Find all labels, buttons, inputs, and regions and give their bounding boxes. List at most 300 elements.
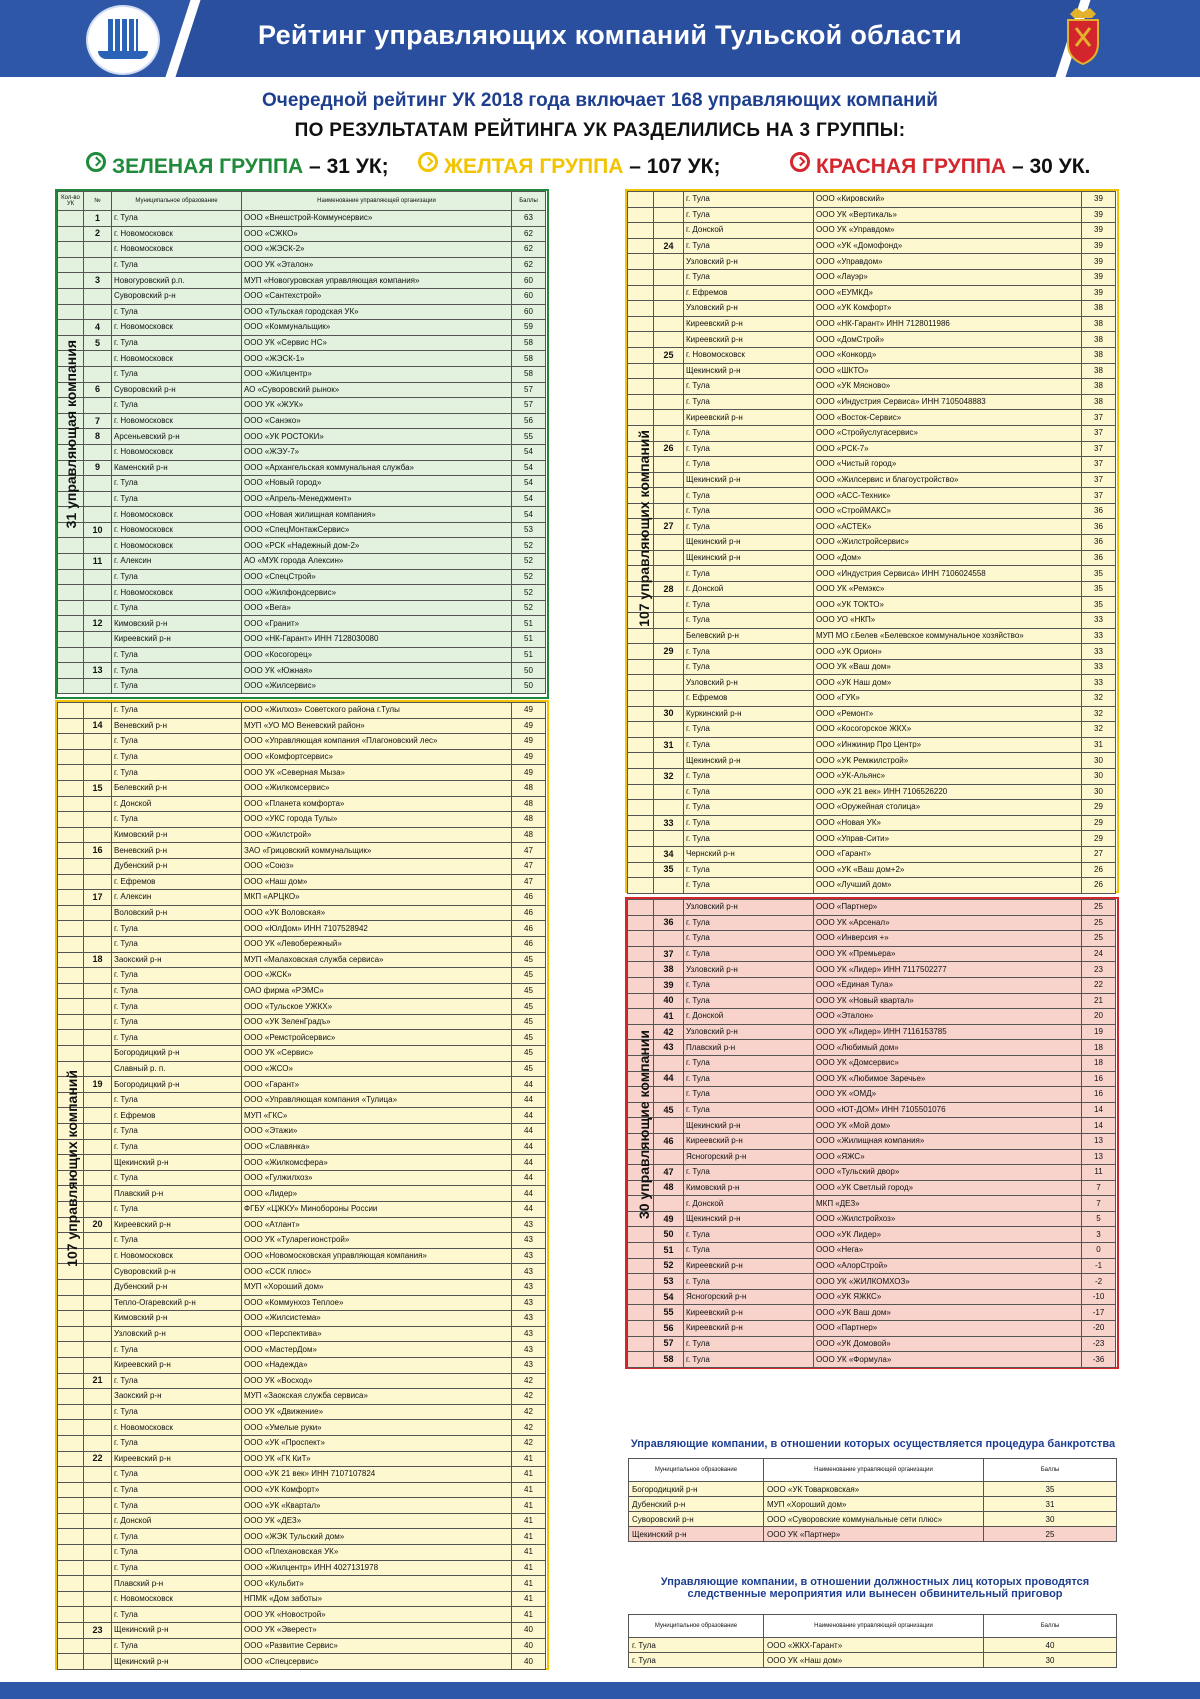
score-cell: 62 bbox=[512, 257, 546, 273]
score-cell: 41 bbox=[512, 1482, 546, 1498]
organization-cell: ООО «Этажи» bbox=[242, 1124, 512, 1140]
rank-cell bbox=[654, 900, 684, 916]
municipality-cell: г. Тула bbox=[112, 663, 242, 679]
municipality-cell: Кимовский р-н bbox=[684, 1180, 814, 1196]
municipality-cell: Узловский р-н bbox=[684, 962, 814, 978]
table-row bbox=[628, 1180, 1116, 1196]
place-cell bbox=[58, 890, 84, 906]
rank-cell: 41 bbox=[654, 1009, 684, 1025]
rank-cell: 56 bbox=[654, 1321, 684, 1337]
rank-cell: 4 bbox=[84, 320, 112, 336]
rank-cell: 49 bbox=[654, 1211, 684, 1227]
municipality-cell: Заокский р-н bbox=[112, 1389, 242, 1405]
table-row bbox=[58, 1435, 546, 1451]
rank-cell: 27 bbox=[654, 519, 684, 535]
organization-cell: МКП «ДЕЗ» bbox=[814, 1196, 1082, 1212]
place-cell bbox=[58, 1326, 84, 1342]
rank-cell bbox=[654, 472, 684, 488]
place-cell bbox=[58, 1373, 84, 1389]
organization-cell: ООО «Тульский двор» bbox=[814, 1165, 1082, 1181]
place-cell bbox=[58, 936, 84, 952]
organization-cell: ООО «Умелые руки» bbox=[242, 1420, 512, 1436]
table-row bbox=[58, 1295, 546, 1311]
criminal-col-mun: Муниципальное образование bbox=[629, 1615, 764, 1638]
organization-cell: ООО «Конкорд» bbox=[814, 347, 1082, 363]
score-cell: 49 bbox=[512, 749, 546, 765]
score-cell: 42 bbox=[512, 1373, 546, 1389]
municipality-cell: г. Тула bbox=[112, 1607, 242, 1623]
table-row bbox=[628, 519, 1116, 535]
place-cell bbox=[58, 765, 84, 781]
table-row bbox=[58, 1233, 546, 1249]
score-cell: 41 bbox=[512, 1545, 546, 1561]
rank-cell bbox=[654, 1118, 684, 1134]
organization-cell: ООО «Тульская городская УК» bbox=[242, 304, 512, 320]
rank-cell: 52 bbox=[654, 1258, 684, 1274]
organization-cell: ООО «Планета комфорта» bbox=[242, 796, 512, 812]
organization-cell: ООО «Ремстройсервис» bbox=[242, 1030, 512, 1046]
score-cell: 47 bbox=[512, 858, 546, 874]
place-cell bbox=[58, 1529, 84, 1545]
rank-cell bbox=[84, 921, 112, 937]
place-cell bbox=[628, 223, 654, 239]
table-row bbox=[628, 831, 1116, 847]
rank-cell bbox=[84, 1498, 112, 1514]
score-cell: 43 bbox=[512, 1279, 546, 1295]
score-cell: 33 bbox=[1082, 644, 1116, 660]
rank-cell: 40 bbox=[654, 993, 684, 1009]
table-row bbox=[58, 1342, 546, 1358]
table-row bbox=[628, 737, 1116, 753]
score-cell: 43 bbox=[512, 1295, 546, 1311]
table-row bbox=[628, 768, 1116, 784]
table-row bbox=[628, 1071, 1116, 1087]
table-row bbox=[628, 223, 1116, 239]
table-row bbox=[58, 765, 546, 781]
municipality-cell: г. Тула bbox=[684, 931, 814, 947]
table-row bbox=[58, 858, 546, 874]
score-cell: 37 bbox=[1082, 457, 1116, 473]
municipality-cell: г. Тула bbox=[684, 457, 814, 473]
score-cell: 52 bbox=[512, 538, 546, 554]
municipality-cell: г. Тула bbox=[112, 983, 242, 999]
municipality-cell: Кимовский р-н bbox=[112, 616, 242, 632]
municipality-cell: Каменский р-н bbox=[112, 460, 242, 476]
rank-cell: 24 bbox=[654, 238, 684, 254]
table-row bbox=[628, 1196, 1116, 1212]
organization-cell: ООО «Управляющая компания «Плагоновский лес» bbox=[242, 734, 512, 750]
municipality-cell: Арсеньевский р-н bbox=[112, 429, 242, 445]
place-cell bbox=[58, 1638, 84, 1654]
organization-cell: ООО «Кульбит» bbox=[242, 1576, 512, 1592]
organization-cell: ООО «Жилстрой» bbox=[242, 827, 512, 843]
score-cell: 29 bbox=[1082, 831, 1116, 847]
municipality-cell: Богородицкий р-н bbox=[112, 1046, 242, 1062]
table-row bbox=[58, 600, 546, 616]
score-cell: 13 bbox=[1082, 1133, 1116, 1149]
rank-cell bbox=[84, 1202, 112, 1218]
table-row bbox=[628, 659, 1116, 675]
rank-cell: 22 bbox=[84, 1451, 112, 1467]
municipality-cell: г. Тула bbox=[684, 1055, 814, 1071]
municipality-cell: Суворовский р-н bbox=[112, 288, 242, 304]
rank-cell: 33 bbox=[654, 815, 684, 831]
organization-cell: ООО УК «Сервис НС» bbox=[242, 335, 512, 351]
rank-cell: 5 bbox=[84, 335, 112, 351]
organization-cell: ООО «ССК плюс» bbox=[242, 1264, 512, 1280]
table-row bbox=[628, 1352, 1116, 1368]
organization-cell: ООО «Оружейная столица» bbox=[814, 800, 1082, 816]
table-row bbox=[628, 1211, 1116, 1227]
rank-cell bbox=[84, 1420, 112, 1436]
municipality-cell: Богородицкий р-н bbox=[112, 1077, 242, 1093]
rank-cell: 44 bbox=[654, 1071, 684, 1087]
rank-cell: 38 bbox=[654, 962, 684, 978]
rank-cell bbox=[654, 379, 684, 395]
rank-cell bbox=[654, 285, 684, 301]
table-row bbox=[628, 316, 1116, 332]
municipality-cell: г. Новомосковск bbox=[112, 522, 242, 538]
organization-cell: ООО «УК Ваш дом» bbox=[814, 1305, 1082, 1321]
rank-cell bbox=[654, 800, 684, 816]
organization-cell: ООО «УК Комфорт» bbox=[814, 301, 1082, 317]
organization-cell: ООО «Кировский» bbox=[814, 192, 1082, 208]
municipality-cell: г. Новомосковск bbox=[112, 413, 242, 429]
place-cell bbox=[628, 962, 654, 978]
place-cell bbox=[58, 921, 84, 937]
score-cell: 62 bbox=[512, 242, 546, 258]
rank-cell bbox=[84, 749, 112, 765]
municipality-cell: Дубенский р-н bbox=[112, 1279, 242, 1295]
rank-cell: 14 bbox=[84, 718, 112, 734]
place-cell bbox=[628, 815, 654, 831]
score-cell: 3 bbox=[1082, 1227, 1116, 1243]
organization-cell: ООО «УК «Квартал» bbox=[242, 1498, 512, 1514]
place-cell bbox=[628, 846, 654, 862]
municipality-cell: г. Тула bbox=[112, 647, 242, 663]
organization-cell: ООО УК «ЖИЛКОМХОЗ» bbox=[814, 1274, 1082, 1290]
rank-cell: 8 bbox=[84, 429, 112, 445]
municipality-cell: Киреевский р-н bbox=[112, 1451, 242, 1467]
table-row bbox=[628, 457, 1116, 473]
score-cell: 27 bbox=[1082, 846, 1116, 862]
municipality-cell: Ясногорский р-н bbox=[684, 1289, 814, 1305]
green-side-label: 31 управляющая компания bbox=[63, 340, 79, 529]
place-cell bbox=[628, 1009, 654, 1025]
rank-cell bbox=[654, 503, 684, 519]
rank-cell bbox=[84, 874, 112, 890]
municipality-cell: Щекинский р-н bbox=[684, 1118, 814, 1134]
municipality-cell: г. Новомосковск bbox=[112, 444, 242, 460]
score-cell: 39 bbox=[1082, 223, 1116, 239]
rank-cell: 2 bbox=[84, 226, 112, 242]
organization-cell: ООО «ЕУМКД» bbox=[814, 285, 1082, 301]
municipality-cell: Суворовский р-н bbox=[112, 382, 242, 398]
rank-cell: 39 bbox=[654, 977, 684, 993]
organization-cell: ООО «Индустрия Сервиса» ИНН 7105048883 bbox=[814, 394, 1082, 410]
organization-cell: ООО «Восток-Сервис» bbox=[814, 410, 1082, 426]
municipality-cell: г. Тула bbox=[684, 784, 814, 800]
table-row bbox=[58, 335, 546, 351]
score-cell: 29 bbox=[1082, 815, 1116, 831]
place-cell bbox=[58, 905, 84, 921]
score-cell: -23 bbox=[1082, 1336, 1116, 1352]
table-row bbox=[58, 843, 546, 859]
place-cell bbox=[58, 718, 84, 734]
organization-cell: ООО «Вега» bbox=[242, 600, 512, 616]
municipality-cell: г. Тула bbox=[112, 1467, 242, 1483]
table-row bbox=[58, 780, 546, 796]
rank-cell bbox=[84, 905, 112, 921]
score-cell: 43 bbox=[512, 1248, 546, 1264]
organization-cell: ООО «ЖСО» bbox=[242, 1061, 512, 1077]
municipality-cell: г. Тула bbox=[684, 915, 814, 931]
place-cell bbox=[628, 831, 654, 847]
rank-cell bbox=[84, 1264, 112, 1280]
table-row bbox=[628, 597, 1116, 613]
municipality-cell: Щекинский р-н bbox=[684, 753, 814, 769]
table-row bbox=[58, 1030, 546, 1046]
score-cell: 18 bbox=[1082, 1040, 1116, 1056]
score-cell: 60 bbox=[512, 288, 546, 304]
rank-cell bbox=[84, 288, 112, 304]
organization-cell: ООО УК «Партнер» bbox=[764, 1527, 984, 1542]
organization-cell: ООО «УК-Альянс» bbox=[814, 768, 1082, 784]
rank-cell bbox=[84, 999, 112, 1015]
table-row bbox=[58, 1108, 546, 1124]
municipality-cell: г. Новомосковск bbox=[112, 538, 242, 554]
rank-cell bbox=[654, 550, 684, 566]
table-row bbox=[628, 613, 1116, 629]
score-cell: 41 bbox=[512, 1529, 546, 1545]
place-cell bbox=[628, 993, 654, 1009]
municipality-cell: г. Тула bbox=[112, 1638, 242, 1654]
table-row bbox=[58, 647, 546, 663]
score-cell: 45 bbox=[512, 983, 546, 999]
score-cell: 58 bbox=[512, 366, 546, 382]
score-cell: 56 bbox=[512, 413, 546, 429]
score-cell: 25 bbox=[984, 1527, 1117, 1542]
municipality-cell: г. Донской bbox=[684, 581, 814, 597]
place-cell bbox=[58, 1357, 84, 1373]
score-cell: 52 bbox=[512, 600, 546, 616]
table-row bbox=[628, 1102, 1116, 1118]
table-row bbox=[58, 1623, 546, 1639]
place-cell bbox=[58, 858, 84, 874]
organization-cell: ООО УК «Сервис» bbox=[242, 1046, 512, 1062]
rank-cell bbox=[84, 734, 112, 750]
score-cell: 42 bbox=[512, 1404, 546, 1420]
organization-cell: ООО «СпецСтрой» bbox=[242, 569, 512, 585]
place-cell bbox=[58, 1295, 84, 1311]
municipality-cell: г. Тула bbox=[684, 192, 814, 208]
organization-cell: ООО «ЮлДом» ИНН 7107528942 bbox=[242, 921, 512, 937]
score-cell: 45 bbox=[512, 999, 546, 1015]
table-row bbox=[58, 1357, 546, 1373]
rank-cell bbox=[84, 827, 112, 843]
table-row bbox=[58, 382, 546, 398]
place-cell bbox=[628, 1274, 654, 1290]
criminal-col-score: Баллы bbox=[984, 1615, 1117, 1638]
place-cell bbox=[58, 585, 84, 601]
organization-cell: ООО «УК ТОКТО» bbox=[814, 597, 1082, 613]
municipality-cell: г. Тула bbox=[684, 993, 814, 1009]
municipality-cell: Щекинский р-н bbox=[112, 1155, 242, 1171]
score-cell: 48 bbox=[512, 827, 546, 843]
organization-cell: ООО «Развитие Сервис» bbox=[242, 1638, 512, 1654]
place-cell bbox=[628, 862, 654, 878]
rank-cell bbox=[654, 566, 684, 582]
rank-cell bbox=[84, 257, 112, 273]
municipality-cell: г. Новомосковск bbox=[684, 347, 814, 363]
table-row bbox=[628, 784, 1116, 800]
municipality-cell: г. Тула bbox=[112, 366, 242, 382]
municipality-cell: Щекинский р-н bbox=[629, 1527, 764, 1542]
score-cell: 36 bbox=[1082, 550, 1116, 566]
organization-cell: ООО «ДомСтрой» bbox=[814, 332, 1082, 348]
table-row bbox=[58, 952, 546, 968]
organization-cell: ООО «УК «Ваш дом+2» bbox=[814, 862, 1082, 878]
bankrupt-col-mun: Муниципальное образование bbox=[629, 1459, 764, 1482]
organization-cell: ООО УК «Формула» bbox=[814, 1352, 1082, 1368]
score-cell: 45 bbox=[512, 1061, 546, 1077]
rank-cell bbox=[654, 207, 684, 223]
organization-cell: ООО «Надежда» bbox=[242, 1357, 512, 1373]
table-row bbox=[58, 1529, 546, 1545]
rank-cell bbox=[84, 1124, 112, 1140]
organization-cell: ООО УК «Наш дом» bbox=[764, 1653, 984, 1668]
table-row bbox=[58, 522, 546, 538]
organization-cell: ООО УК «Северная Мыза» bbox=[242, 765, 512, 781]
table-row bbox=[58, 1155, 546, 1171]
score-cell: 40 bbox=[512, 1654, 546, 1670]
yellow-right-side-label: 107 управляющих компаний bbox=[636, 430, 652, 627]
municipality-cell: г. Тула bbox=[112, 1170, 242, 1186]
municipality-cell: Киреевский р-н bbox=[684, 410, 814, 426]
criminal-col-org: Наименование управляющей организации bbox=[764, 1615, 984, 1638]
score-cell: -36 bbox=[1082, 1352, 1116, 1368]
table-row bbox=[628, 301, 1116, 317]
score-cell: 14 bbox=[1082, 1118, 1116, 1134]
organization-cell: ООО «Санэко» bbox=[242, 413, 512, 429]
municipality-cell: г. Тула bbox=[112, 749, 242, 765]
yellow-group-label: ЖЕЛТАЯ ГРУППА – 107 УК; bbox=[418, 152, 720, 179]
municipality-cell: г. Новомосковск bbox=[112, 1591, 242, 1607]
organization-cell: ООО «ЖЭК Тульский дом» bbox=[242, 1529, 512, 1545]
place-cell bbox=[628, 931, 654, 947]
organization-cell: ООО УК «Ваш дом» bbox=[814, 659, 1082, 675]
table-row bbox=[58, 1279, 546, 1295]
organization-cell: ООО «РСК-7» bbox=[814, 441, 1082, 457]
place-cell bbox=[628, 675, 654, 691]
organization-cell: ООО УК «Управдом» bbox=[814, 223, 1082, 239]
score-cell: 37 bbox=[1082, 472, 1116, 488]
municipality-cell: Богородицкий р-н bbox=[629, 1482, 764, 1497]
table-row bbox=[58, 585, 546, 601]
place-cell bbox=[58, 812, 84, 828]
organization-cell: ООО «ЯЖС» bbox=[814, 1149, 1082, 1165]
score-cell: 44 bbox=[512, 1170, 546, 1186]
organization-cell: ООО «УКС города Тулы» bbox=[242, 812, 512, 828]
col-mun: Муниципальное образование bbox=[112, 192, 242, 211]
organization-cell: ООО «УК Лидер» bbox=[814, 1227, 1082, 1243]
rank-cell: 42 bbox=[654, 1024, 684, 1040]
score-cell: 48 bbox=[512, 812, 546, 828]
table-row bbox=[58, 398, 546, 414]
rank-cell: 28 bbox=[654, 581, 684, 597]
organization-cell: ООО «Жилсистема» bbox=[242, 1311, 512, 1327]
table-row bbox=[58, 320, 546, 336]
table-row bbox=[58, 1186, 546, 1202]
organization-cell: ЗАО «Грицовский коммунальщик» bbox=[242, 843, 512, 859]
table-row bbox=[58, 1560, 546, 1576]
place-cell bbox=[58, 554, 84, 570]
table-row bbox=[628, 691, 1116, 707]
score-cell: 24 bbox=[1082, 946, 1116, 962]
score-cell: 45 bbox=[512, 968, 546, 984]
score-cell: 25 bbox=[1082, 900, 1116, 916]
table-row bbox=[58, 257, 546, 273]
score-cell: 33 bbox=[1082, 659, 1116, 675]
municipality-cell: г. Донской bbox=[112, 796, 242, 812]
municipality-cell: г. Новомосковск bbox=[112, 351, 242, 367]
organization-cell: ООО УК «Премьера» bbox=[814, 946, 1082, 962]
rank-cell bbox=[654, 1196, 684, 1212]
table-row bbox=[58, 1607, 546, 1623]
table-row bbox=[628, 1305, 1116, 1321]
place-cell bbox=[628, 207, 654, 223]
place-cell bbox=[58, 968, 84, 984]
organization-cell: ООО «Жилцентр» ИНН 4027131978 bbox=[242, 1560, 512, 1576]
criminal-table bbox=[628, 1614, 1117, 1668]
rank-cell bbox=[84, 1233, 112, 1249]
place-cell bbox=[628, 332, 654, 348]
rank-cell bbox=[654, 931, 684, 947]
table-row bbox=[58, 734, 546, 750]
table-row bbox=[58, 905, 546, 921]
table-row bbox=[58, 663, 546, 679]
score-cell: -1 bbox=[1082, 1258, 1116, 1274]
municipality-cell: г. Тула bbox=[112, 1560, 242, 1576]
table-row bbox=[628, 644, 1116, 660]
score-cell: 41 bbox=[512, 1498, 546, 1514]
rank-cell bbox=[654, 753, 684, 769]
table-row bbox=[58, 827, 546, 843]
place-cell bbox=[628, 363, 654, 379]
organization-cell: ООО «Инжинир Про Центр» bbox=[814, 737, 1082, 753]
organization-cell: ООО «УК «Домофонд» bbox=[814, 238, 1082, 254]
municipality-cell: г. Тула bbox=[112, 1092, 242, 1108]
organization-cell: ООО «УК Ремжилстрой» bbox=[814, 753, 1082, 769]
place-cell bbox=[58, 632, 84, 648]
table-row bbox=[628, 1165, 1116, 1181]
municipality-cell: г. Новомосковск bbox=[112, 1420, 242, 1436]
place-cell bbox=[628, 1289, 654, 1305]
organization-cell: ООО «Спецсервис» bbox=[242, 1654, 512, 1670]
rank-cell bbox=[84, 796, 112, 812]
place-cell bbox=[58, 678, 84, 694]
score-cell: 44 bbox=[512, 1092, 546, 1108]
municipality-cell: г. Тула bbox=[112, 936, 242, 952]
rank-cell bbox=[84, 1467, 112, 1483]
rank-cell bbox=[84, 398, 112, 414]
table-row bbox=[58, 242, 546, 258]
rank-cell: 58 bbox=[654, 1352, 684, 1368]
organization-cell: ООО «ЖЭСК-1» bbox=[242, 351, 512, 367]
score-cell: 49 bbox=[512, 765, 546, 781]
organization-cell: ООО «Лауэр» bbox=[814, 269, 1082, 285]
place-cell bbox=[58, 288, 84, 304]
